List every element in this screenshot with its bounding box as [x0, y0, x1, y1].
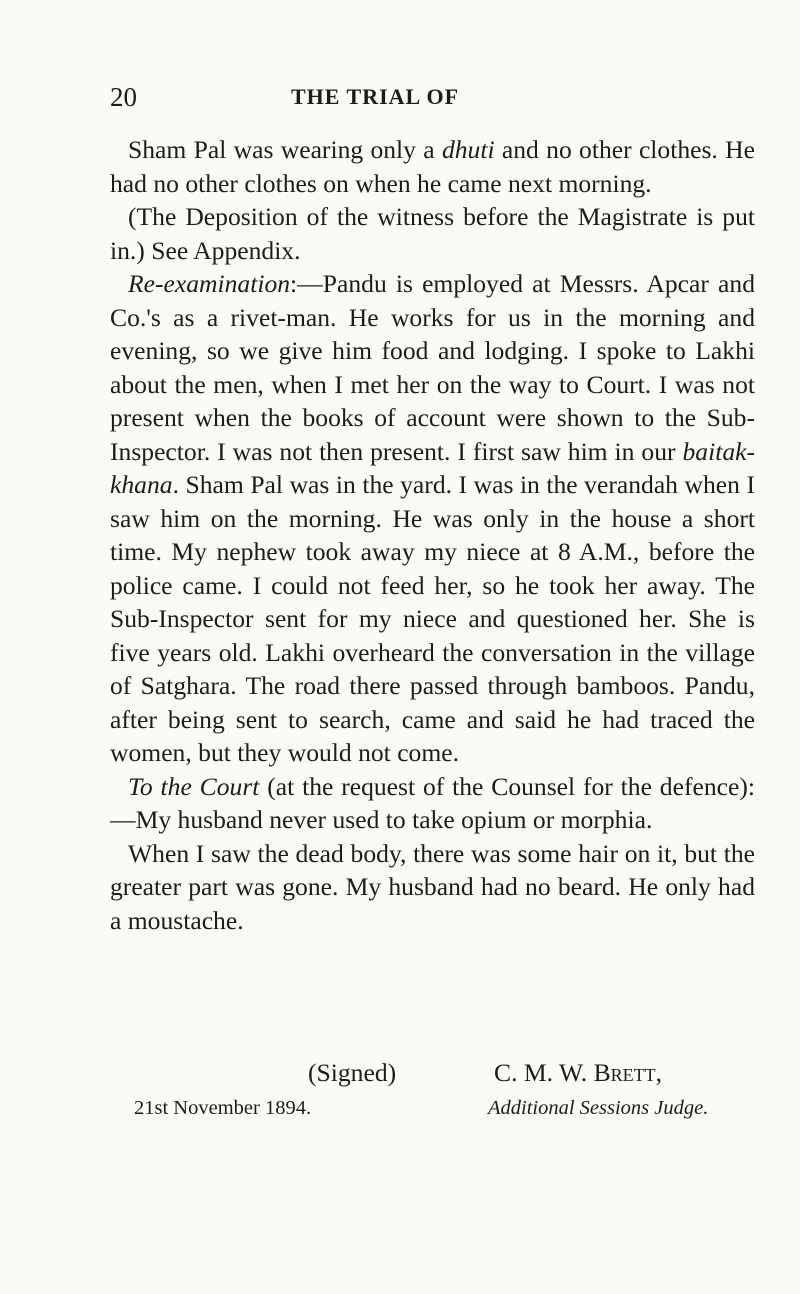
italic-text: dhuti — [441, 135, 495, 164]
paragraph — [110, 133, 755, 200]
running-head: THE TRIAL OF — [290, 84, 460, 109]
text-segment: :—Pandu is employed at Messrs. Apcar and Co.'s as a rivet-man. He works for us in the morning and evening, so we give him food and lodging. I spoke to Lakhi about the men, when I met her on the way to Court. I was not present when the books of account were shown to the Sub-Inspector. I was not then present. I first saw him in our — [110, 269, 755, 466]
text-segment: Sham Pal was wearing only a — [128, 135, 442, 164]
signature-line — [110, 1058, 755, 1092]
paragraph — [110, 770, 755, 837]
signature-date-text: 21st November 1894. — [134, 1097, 312, 1119]
text-segment: When I saw the dead body, there was some hair on it, but the greater part was gone. My husband had no beard. He only had a moustache. — [110, 838, 755, 935]
signed-label: (Signed) — [308, 1058, 397, 1087]
page-number: 20 — [110, 82, 137, 112]
text-segment: and no other clothes. He had no other clothes on when he came next morning. — [110, 135, 755, 198]
paragraph — [110, 837, 755, 938]
paragraph — [110, 267, 755, 770]
text-segment: (at the request of the Counsel for the defence):—My husband never used to take opium or morphia. — [110, 771, 755, 834]
page-header — [110, 82, 750, 114]
signatory-name: C. M. W. Brett, — [494, 1058, 663, 1087]
signature-date — [134, 1097, 311, 1120]
body-text — [110, 133, 755, 937]
text-segment: . Sham Pal was in the yard. I was in the verandah when I saw him on the morning. He was only in the house a short time. My nephew took away my niece at 8 A.M., before the police came. I could not feed her, so he took her away. The Sub-Inspector sent for my niece and questioned her. She is five years old. Lakhi overheard the conversation in the village of Satghara. The road there passed through bamboos. Pandu, after being sent to search, came and said he had traced the women, but they would not come. — [110, 470, 755, 767]
text-segment: (The Deposition of the witness before the Magistrate is put in.) See Appendix. — [110, 202, 755, 265]
paragraph — [110, 200, 755, 267]
dateline — [110, 1097, 755, 1125]
italic-text: To the Court — [128, 771, 260, 801]
italic-text: baitak-khana — [110, 436, 755, 499]
italic-text: Re-examination — [128, 269, 291, 298]
judge-title: Additional Sessions Judge. — [488, 1097, 709, 1119]
